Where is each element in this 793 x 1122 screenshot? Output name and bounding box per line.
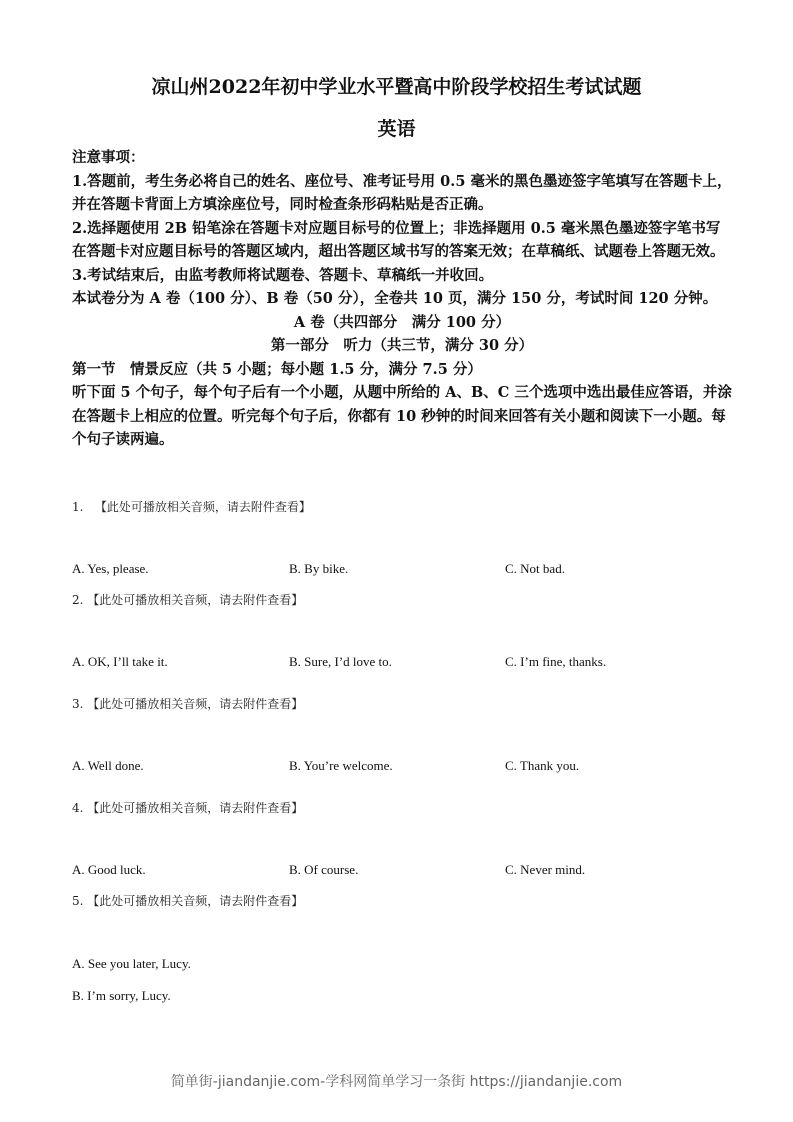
audio-placeholder: 【此处可播放相关音频，请去附件查看】 bbox=[87, 894, 304, 908]
question-number: 5. bbox=[72, 894, 84, 908]
question-4-option-b[interactable]: B. Of course. bbox=[289, 862, 359, 877]
question-2-option-a[interactable]: A. OK, I’ll take it. bbox=[72, 654, 168, 669]
question-2-option-c[interactable]: C. I’m fine, thanks. bbox=[505, 654, 607, 669]
question-1-option-a[interactable]: A. Yes, please. bbox=[72, 561, 149, 576]
notice-block bbox=[72, 146, 732, 452]
question-4-prompt[interactable] bbox=[72, 799, 303, 816]
notice-item-1: 1.答题前，考生务必将自己的姓名、座位号、准考证号用 0.5 毫米的黑色墨迹签字笔填写在答题卡上，并在答题卡背面上方填涂座位号，同时检查条形码粘贴是否正确。 bbox=[72, 172, 732, 213]
question-5-option-b[interactable]: B. I’m sorry, Lucy. bbox=[72, 988, 171, 1003]
question-3-option-a[interactable]: A. Well done. bbox=[72, 758, 144, 773]
part-one-heading: 第一部分 听力（共三节，满分 30 分） bbox=[270, 337, 534, 354]
exam-title: 凉山州2022年初中学业水平暨高中阶段学校招生考试试题 bbox=[151, 76, 642, 98]
audio-placeholder: 【此处可播放相关音频，请去附件查看】 bbox=[94, 500, 311, 514]
listening-instructions: 听下面 5 个句子，每个句子后有一个小题，从题中所给的 A、B、C 三个选项中选出最佳应答语，并涂在答题卡上相应的位置。听完每个句子后，你都有 10 秒钟的时间来回答有关小题和阅读下一小题。每个句子读两遍。 bbox=[72, 384, 732, 448]
audio-placeholder: 【此处可播放相关音频，请去附件查看】 bbox=[87, 593, 304, 607]
question-1-option-b[interactable]: B. By bike. bbox=[289, 561, 349, 576]
question-number: 4. bbox=[72, 801, 84, 815]
notice-heading: 注意事项： bbox=[72, 149, 145, 166]
question-4-option-a[interactable]: A. Good luck. bbox=[72, 862, 146, 877]
question-1-option-c[interactable]: C. Not bad. bbox=[505, 561, 565, 576]
question-1-prompt[interactable] bbox=[72, 498, 311, 515]
question-2-prompt[interactable] bbox=[72, 591, 303, 608]
notice-item-3: 3.考试结束后，由监考教师将试题卷、答题卡、草稿纸一并收回。 bbox=[72, 266, 494, 284]
section-one-heading: 第一节 情景反应（共 5 小题；每小题 1.5 分，满分 7.5 分） bbox=[72, 360, 482, 378]
question-3-option-b[interactable]: B. You’re welcome. bbox=[289, 758, 393, 773]
question-number: 1. bbox=[72, 500, 84, 514]
question-5-prompt[interactable] bbox=[72, 892, 303, 909]
question-2-option-b[interactable]: B. Sure, I’d love to. bbox=[289, 654, 392, 669]
notice-item-2: 2.选择题使用 2B 铅笔涂在答题卡对应题目标号的位置上；非选择题用 0.5 毫米黑色墨迹签字笔书写在答题卡对应题目标号的答题区域内，超出答题区域书写的答案无效；在草稿纸、试题卷上答题无效。 bbox=[72, 219, 725, 260]
question-number: 2. bbox=[72, 593, 84, 607]
question-number: 3. bbox=[72, 697, 84, 711]
audio-placeholder: 【此处可播放相关音频，请去附件查看】 bbox=[87, 801, 304, 815]
section-a-heading: A 卷（共四部分 满分 100 分） bbox=[293, 313, 511, 331]
question-4-option-c[interactable]: C. Never mind. bbox=[505, 862, 586, 877]
audio-placeholder: 【此处可播放相关音频，请去附件查看】 bbox=[87, 697, 304, 711]
question-3-prompt[interactable] bbox=[72, 695, 303, 712]
exam-subject: 英语 bbox=[377, 118, 416, 140]
question-3-option-c[interactable]: C. Thank you. bbox=[505, 758, 580, 773]
exam-summary: 本试卷分为 A 卷（100 分）、B 卷（50 分），全卷共 10 页，满分 150 分，考试时间 120 分钟。 bbox=[72, 290, 718, 307]
page-footer-watermark: 简单街-jiandanjie.com-学科网简单学习一条街 https://jiandanjie.com bbox=[170, 1074, 623, 1090]
question-5-option-a[interactable]: A. See you later, Lucy. bbox=[72, 956, 191, 971]
